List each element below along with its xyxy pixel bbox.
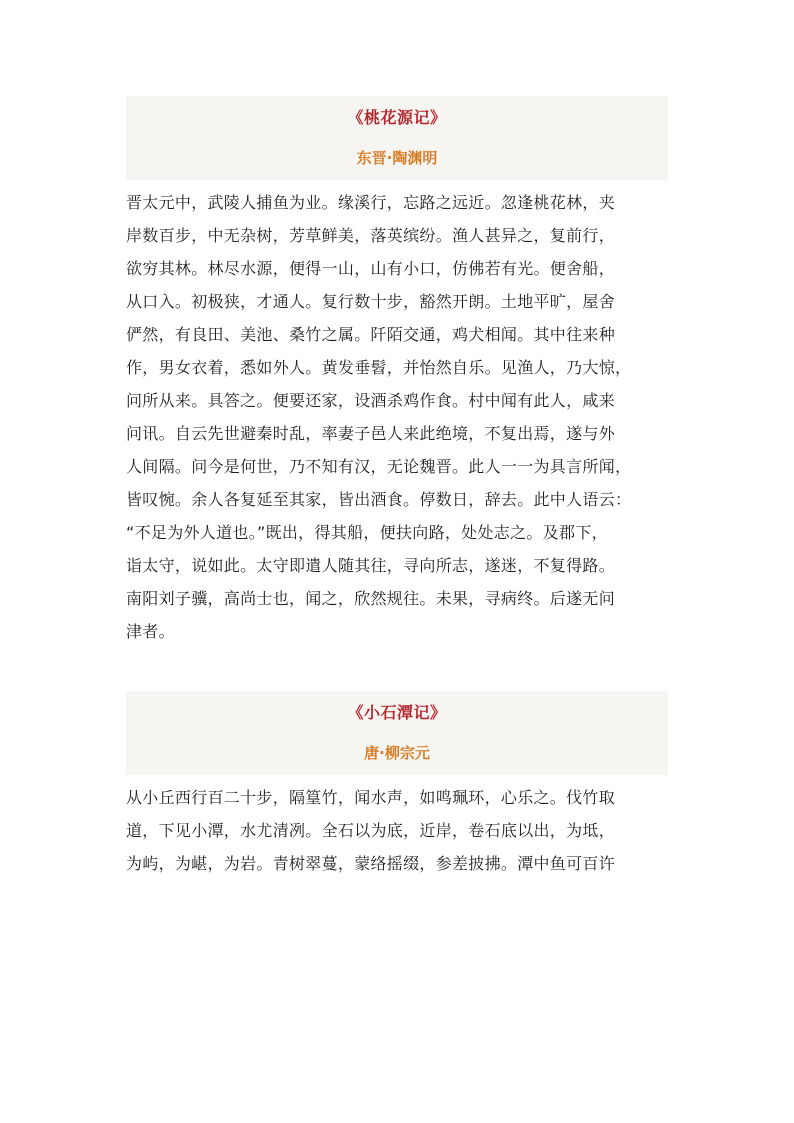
text-line: 问讯。自云先世避秦时乱，率妻子邑人来此绝境，不复出焉，遂与外 (126, 424, 616, 443)
text-line: 诣太守，说如此。太守即遣人随其往，寻向所志，遂迷，不复得路。 (126, 556, 616, 575)
section-xiaoshitanji (126, 691, 668, 880)
text-line: 为屿，为嵁，为岩。青树翠蔓，蒙络摇缀，参差披拂。潭中鱼可百许 (126, 854, 616, 873)
section-title: 《桃花源记》 (347, 108, 447, 127)
text-line: 问所从来。具答之。便要还家，设酒杀鸡作食。村中闻有此人，咸来 (126, 391, 616, 410)
text-line: 皆叹惋。余人各复延至其家，皆出酒食。停数日，辞去。此中人语云： (126, 490, 632, 509)
section-author: 唐·柳宗元 (364, 744, 430, 762)
text-line: 南阳刘子骥，高尚士也，闻之，欣然规往。未果，寻病终。后遂无问 (126, 589, 616, 608)
text-line: 从口入。初极狭，才通人。复行数十步，豁然开朗。土地平旷，屋舍 (126, 292, 616, 311)
section-body (126, 781, 668, 880)
section-header (126, 96, 668, 180)
text-line: 人间隔。问今是何世，乃不知有汉，无论魏晋。此人一一为具言所闻， (126, 457, 632, 476)
section-author: 东晋·陶渊明 (356, 149, 438, 167)
text-line: 欲穷其林。林尽水源，便得一山，山有小口，仿佛若有光。便舍船， (126, 259, 616, 278)
text-line: 道，下见小潭，水尤清冽。全石以为底，近岸，卷石底以出，为坻， (126, 821, 616, 840)
text-line: 俨然，有良田、美池、桑竹之属。阡陌交通，鸡犬相闻。其中往来种 (126, 325, 616, 344)
section-taohuayuanji (126, 96, 668, 648)
section-header (126, 691, 668, 775)
document-page (126, 96, 668, 880)
text-line: 岸数百步，中无杂树，芳草鲜美，落英缤纷。渔人甚异之，复前行， (126, 226, 616, 245)
text-line: “不足为外人道也。”既出，得其船，便扶向路，处处志之。及郡下， (126, 523, 608, 542)
text-line: 津者。 (126, 622, 175, 641)
text-line: 从小丘西行百二十步，隔篁竹，闻水声，如鸣珮环，心乐之。伐竹取 (126, 788, 616, 807)
text-line: 晋太元中，武陵人捕鱼为业。缘溪行，忘路之远近。忽逢桃花林，夹 (126, 193, 616, 212)
text-line: 作，男女衣着，悉如外人。黄发垂髫，并怡然自乐。见渔人，乃大惊， (126, 358, 632, 377)
section-title: 《小石潭记》 (347, 703, 447, 722)
section-body (126, 186, 668, 648)
